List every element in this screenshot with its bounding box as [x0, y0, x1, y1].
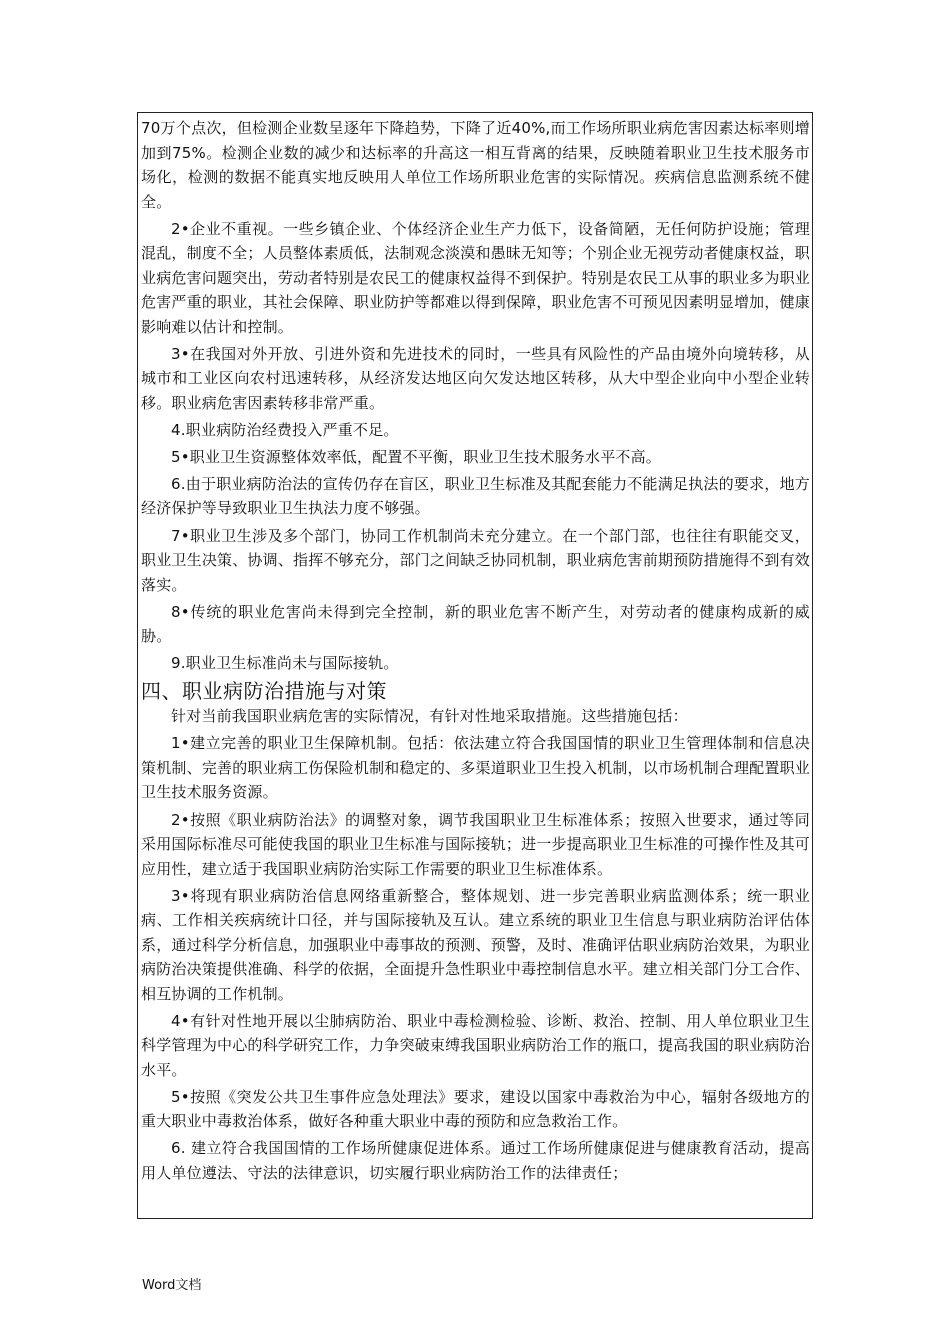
- list-item-9: 9.职业卫生标准尚未与国际接轨。: [171, 654, 399, 673]
- footer-watermark-label: Word文档: [142, 1278, 202, 1293]
- measure-item-4: 4•有针对性地开展以尘肺病防治、职业中毒检测检验、诊断、救治、控制、用人单位职业卫生科学管理为中心的科学研究工作，力争突破束缚我国职业病防治工作的瓶口，提高我国的职业病防治水平。: [141, 1011, 810, 1079]
- measure-item-2: 2•按照《职业病防治法》的调整对象，调节我国职业卫生标准体系；按照入世要求，通过等同采用国际标准尽可能使我国的职业卫生标准与国际接轨；进一步提高职业卫生标准的可操作性及其可应用性，建立适于我国职业病防治实际工作需要的职业卫生标准体系。: [141, 810, 810, 878]
- document-page-frame: [137, 112, 813, 1219]
- measure-item-6: 6. 建立符合我国国情的工作场所健康促进体系。通过工作场所健康促进与健康教育活动，提高用人单位遵法、守法的法律意识，切实履行职业病防治工作的法律责任；: [141, 1139, 810, 1182]
- list-item-5: 5•职业卫生资源整体效率低，配置不平衡，职业卫生技术服务水平不高。: [171, 447, 661, 466]
- measure-item-3: 3•将现有职业病防治信息网络重新整合，整体规划、进一步完善职业病监测体系；统一职业病、工作相关疾病统计口径，并与国际接轨及互认。建立系统的职业卫生信息与职业病防治评估体系，通过科学分析信息，加强职业中毒事故的预测、预警，及时、准确评估职业病防治效果，为职业病防治决策提供准确、科学的依据，全面提升急性职业中毒控制信息水平。建立相关部门分工合作、相互协调的工作机制。: [141, 886, 810, 1003]
- paragraph-continuation: 70万个点次，但检测企业数呈逐年下降趋势，下降了近40%,而工作场所职业病危害因素达标率则增加到75%。检测企业数的减少和达标率的升高这一相互背离的结果，反映随着职业卫生技术服务市场化，检测的数据不能真实地反映用人单位工作场所职业危害的实际情况。疾病信息监测系统不健全。: [141, 119, 810, 211]
- list-item-2: 2•企业不重视。一些乡镇企业、个体经济企业生产力低下，设备简陋，无任何防护设施；管理混乱，制度不全；人员整体素质低，法制观念淡漠和愚昧无知等；个别企业无视劳动者健康权益，职业病危害问题突出，劳动者特别是农民工的健康权益得不到保护。特别是农民工从事的职业多为职业危害严重的职业，其社会保障、职业防护等都难以得到保障，职业危害不可预见因素明显增加，健康影响难以估计和控制。: [141, 219, 810, 336]
- measures-intro: 针对当前我国职业病危害的实际情况，有针对性地采取措施。这些措施包括：: [171, 707, 688, 726]
- list-item-6: 6.由于职业病防治法的宣传仍存在盲区，职业卫生标准及其配套能力不能满足执法的要求，地方经济保护等导致职业卫生执法力度不够强。: [141, 474, 810, 518]
- measure-item-5: 5•按照《突发公共卫生事件应急处理法》要求，建设以国家中毒救治为中心，辐射各级地方的重大职业中毒救治体系，做好各种重大职业中毒的预防和应急救治工作。: [141, 1087, 810, 1131]
- list-item-3: 3•在我国对外开放、引进外资和先进技术的同时，一些具有风险性的产品由境外向境转移，从城市和工业区向农村迅速转移，从经济发达地区向欠发达地区转移，从大中型企业向中小型企业转移。职业病危害因素转移非常严重。: [141, 344, 810, 412]
- document-body: [141, 116, 810, 1188]
- list-item-4: 4.职业病防治经费投入严重不足。: [171, 420, 399, 439]
- measure-item-1: 1•建立完善的职业卫生保障机制。包括：依法建立符合我国国情的职业卫生管理体制和信息决策机制、完善的职业病工伤保险机制和稳定的、多渠道职业卫生投入机制，以市场机制合理配置职业卫生技术服务资源。: [141, 734, 810, 802]
- list-item-8: 8•传统的职业危害尚未得到完全控制，新的职业危害不断产生，对劳动者的健康构成新的威胁。: [141, 602, 810, 646]
- section-heading: 四、职业病防治措施与对策: [141, 679, 387, 704]
- list-item-7: 7•职业卫生涉及多个部门，协同工作机制尚未充分建立。在一个部门部，也往往有职能交叉，职业卫生决策、协调、指挥不够充分，部门之间缺乏协同机制，职业病危害前期预防措施得不到有效落实。: [141, 526, 810, 594]
